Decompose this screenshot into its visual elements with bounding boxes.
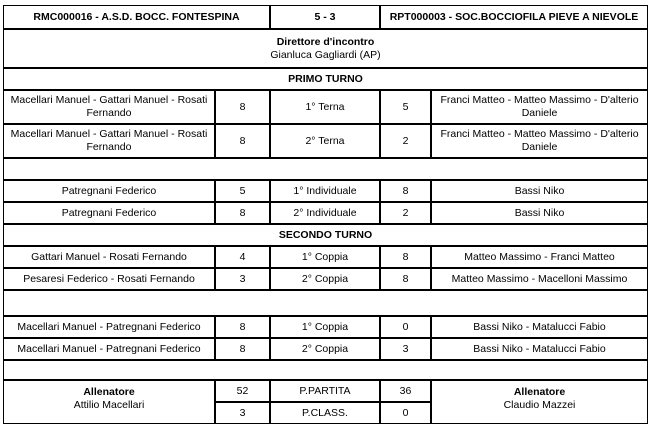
match-row <box>3 124 648 158</box>
home-score: 5 <box>215 180 270 202</box>
away-score: 3 <box>380 338 431 360</box>
home-team-name: RMC000016 - A.S.D. BOCC. FONTESPINA <box>3 5 270 29</box>
match-row <box>3 246 648 268</box>
home-players: Macellari Manuel - Gattari Manuel - Rosati Fernando <box>3 124 215 158</box>
director-row <box>3 29 648 68</box>
away-players: Bassi Niko - Matalucci Fabio <box>431 316 648 338</box>
header-row <box>3 5 648 29</box>
away-players: Matteo Massimo - Franci Matteo <box>431 246 648 268</box>
match-row <box>3 268 648 290</box>
away-players: Bassi Niko <box>431 180 648 202</box>
away-players: Bassi Niko <box>431 202 648 224</box>
game-type: 1° Coppia <box>270 246 380 268</box>
home-score: 4 <box>215 246 270 268</box>
match-row <box>3 180 648 202</box>
away-score: 0 <box>380 316 431 338</box>
home-score: 8 <box>215 124 270 158</box>
away-players: Franci Matteo - Matteo Massimo - D'alterio Daniele <box>431 90 648 124</box>
game-type: 2° Terna <box>270 124 380 158</box>
round-header-first <box>3 68 648 90</box>
home-players: Pesaresi Federico - Rosati Fernando <box>3 268 215 290</box>
home-players: Macellari Manuel - Patregnani Federico <box>3 338 215 360</box>
empty-cell <box>3 360 648 380</box>
away-class-points: 0 <box>380 402 431 424</box>
away-score: 2 <box>380 124 431 158</box>
match-row <box>3 316 648 338</box>
spacer-row <box>3 360 648 380</box>
game-type: 1° Terna <box>270 90 380 124</box>
home-class-points: 3 <box>215 402 270 424</box>
game-type: 2° Individuale <box>270 202 380 224</box>
away-score: 2 <box>380 202 431 224</box>
away-coach-cell <box>431 380 648 424</box>
partita-label: P.PARTITA <box>270 380 380 402</box>
away-players: Matteo Massimo - Macelloni Massimo <box>431 268 648 290</box>
away-score: 8 <box>380 268 431 290</box>
home-coach-cell <box>3 380 215 424</box>
home-score: 8 <box>215 338 270 360</box>
away-players: Franci Matteo - Matteo Massimo - D'alterio Daniele <box>431 124 648 158</box>
home-players: Patregnani Federico <box>3 202 215 224</box>
away-team-name: RPT000003 - SOC.BOCCIOFILA PIEVE A NIEVOLE <box>380 5 648 29</box>
home-players: Macellari Manuel - Gattari Manuel - Rosati Fernando <box>3 90 215 124</box>
home-score: 8 <box>215 202 270 224</box>
round-title: PRIMO TURNO <box>3 68 648 90</box>
match-row <box>3 338 648 360</box>
game-type: 2° Coppia <box>270 338 380 360</box>
director-name: Gianluca Gagliardi (AP) <box>270 48 381 61</box>
home-players: Macellari Manuel - Patregnani Federico <box>3 316 215 338</box>
footer-row <box>3 380 648 424</box>
coach-label: Allenatore <box>513 386 566 398</box>
coach-label: Allenatore <box>83 386 135 398</box>
away-partita-points: 36 <box>380 380 431 402</box>
director-cell <box>3 29 648 68</box>
away-coach-name: Claudio Mazzei <box>503 399 576 411</box>
empty-cell <box>3 290 648 316</box>
match-score: 5 - 3 <box>270 5 380 29</box>
match-row <box>3 90 648 124</box>
home-partita-points: 52 <box>215 380 270 402</box>
spacer-row <box>3 290 648 316</box>
home-score: 8 <box>215 90 270 124</box>
spacer-row <box>3 158 648 180</box>
home-players: Gattari Manuel - Rosati Fernando <box>3 246 215 268</box>
round-title: SECONDO TURNO <box>3 224 648 246</box>
empty-cell <box>3 158 648 180</box>
home-score: 3 <box>215 268 270 290</box>
away-score: 8 <box>380 180 431 202</box>
away-score: 8 <box>380 246 431 268</box>
away-players: Bassi Niko - Matalucci Fabio <box>431 338 648 360</box>
home-score: 8 <box>215 316 270 338</box>
round-header-second <box>3 224 648 246</box>
match-row <box>3 202 648 224</box>
game-type: 1° Coppia <box>270 316 380 338</box>
home-players: Patregnani Federico <box>3 180 215 202</box>
away-score: 5 <box>380 90 431 124</box>
game-type: 1° Individuale <box>270 180 380 202</box>
class-label: P.CLASS. <box>270 402 380 424</box>
home-coach-name: Attilio Macellari <box>73 399 145 411</box>
director-title: Direttore d'incontro <box>276 35 375 48</box>
game-type: 2° Coppia <box>270 268 380 290</box>
